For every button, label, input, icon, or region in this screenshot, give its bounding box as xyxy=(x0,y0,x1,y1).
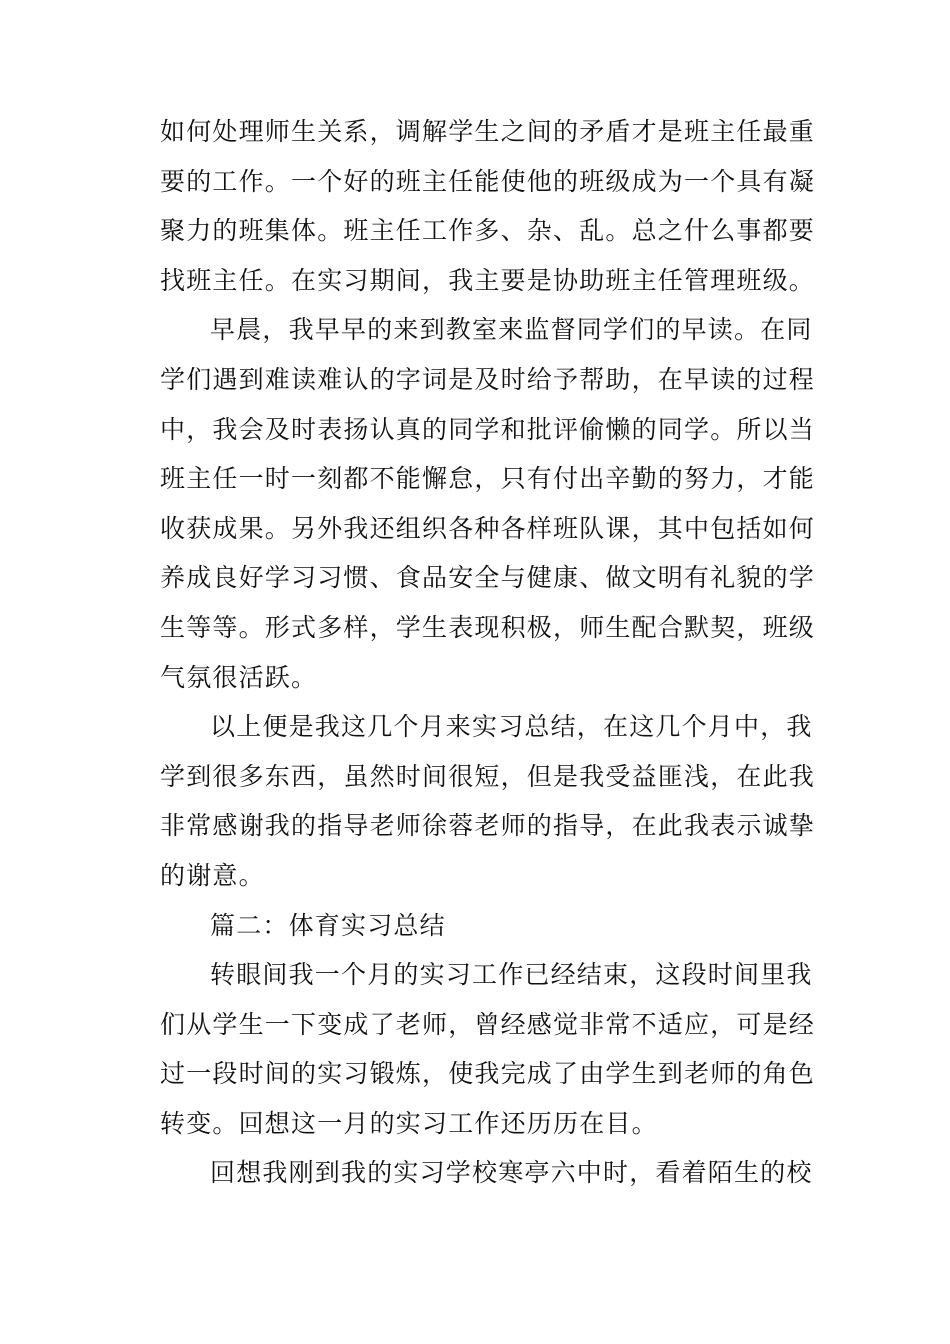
section-heading: 篇二：体育实习总结 xyxy=(210,910,446,940)
text-line-2: 要的工作。一个好的班主任能使他的班级成为一个具有凝 xyxy=(160,166,816,196)
text-line-16: 的谢意。 xyxy=(160,860,265,890)
text-line-20: 过一段时间的实习锻炼，使我完成了由学生到老师的角色 xyxy=(160,1059,816,1089)
text-line-7: 中，我会及时表扬认真的同学和批评偷懒的同学。所以当 xyxy=(160,414,816,444)
text-line-6: 学们遇到难读难认的字词是及时给予帮助，在早读的过程 xyxy=(160,364,816,394)
text-line-15: 非常感谢我的指导老师徐蓉老师的指导，在此我表示诚挚 xyxy=(160,811,816,841)
text-line-21: 转变。回想这一月的实习工作还历历在目。 xyxy=(160,1108,658,1138)
text-line-19: 们从学生一下变成了老师，曾经感觉非常不适应，可是经 xyxy=(160,1009,816,1039)
text-line-9: 收获成果。另外我还组织各种各样班队课，其中包括如何 xyxy=(160,513,816,543)
document-body xyxy=(160,107,816,1198)
text-line-22: 回想我刚到我的实习学校寒亭六中时，看着陌生的校 xyxy=(210,1158,813,1188)
text-line-4: 找班主任。在实习期间，我主要是协助班主任管理班级。 xyxy=(160,265,816,295)
text-line-8: 班主任一时一刻都不能懈怠，只有付出辛勤的努力，才能 xyxy=(160,464,816,494)
text-line-18: 转眼间我一个月的实习工作已经结束，这段时间里我 xyxy=(210,960,813,990)
text-line-12: 气氛很活跃。 xyxy=(160,662,318,692)
text-line-14: 学到很多东西，虽然时间很短，但是我受益匪浅，在此我 xyxy=(160,761,816,791)
text-line-3: 聚力的班集体。班主任工作多、杂、乱。总之什么事都要 xyxy=(160,216,816,246)
text-line-11: 生等等。形式多样，学生表现积极，师生配合默契，班级 xyxy=(160,612,816,642)
text-line-13: 以上便是我这几个月来实习总结，在这几个月中，我 xyxy=(210,712,813,742)
text-line-10: 养成良好学习习惯、食品安全与健康、做文明有礼貌的学 xyxy=(160,563,816,593)
text-line-5: 早晨，我早早的来到教室来监督同学们的早读。在同 xyxy=(210,315,813,345)
text-line-1: 如何处理师生关系，调解学生之间的矛盾才是班主任最重 xyxy=(160,117,816,146)
